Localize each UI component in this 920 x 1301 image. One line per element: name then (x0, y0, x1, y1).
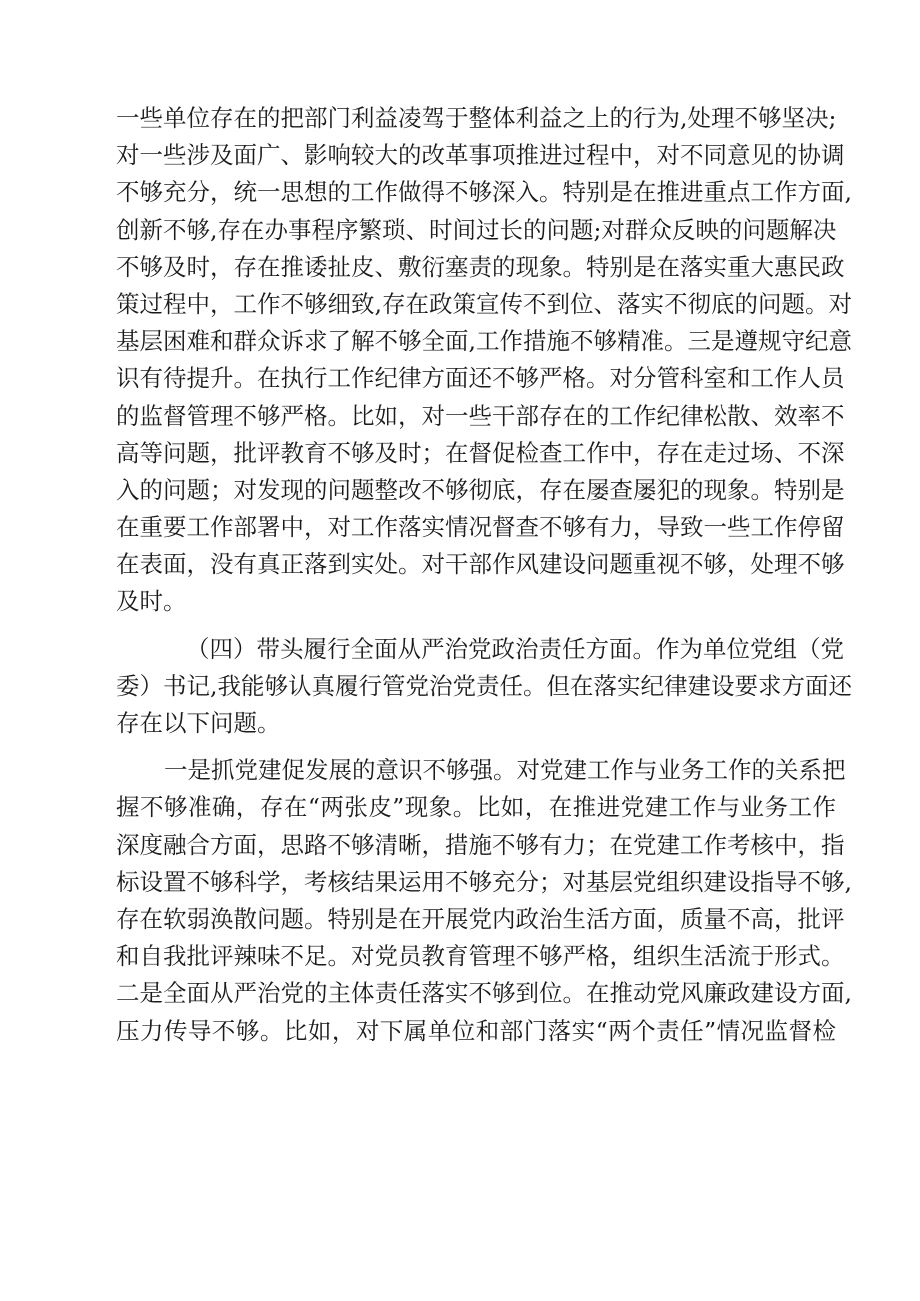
paragraph-continuation (116, 100, 852, 621)
text-line: 和自我批评辣味不足。对党员教育管理不够严格，组织生活流于形式。 (116, 942, 845, 971)
text-line: 及时。 (116, 587, 187, 616)
text-line: 委）书记,我能够认真履行管党治党责任。但在落实纪律建设要求方面还 (116, 671, 852, 700)
text-line: 压力传导不够。比如，对下属单位和部门落实“两个责任”情况监督检 (116, 1016, 836, 1045)
text-line: 在表面，没有真正落到实处。对干部作风建设问题重视不够，处理不够 (116, 550, 845, 579)
document-body (116, 100, 852, 1050)
text-line: 识有待提升。在执行工作纪律方面还不够严格。对分管科室和工作人员 (116, 364, 845, 393)
text-line: 对一些涉及面广、影响较大的改革事项推进过程中，对不同意见的协调 (116, 141, 845, 170)
text-line: 在重要工作部署中，对工作落实情况督查不够有力，导致一些工作停留 (116, 513, 845, 542)
text-line: 创新不够,存在办事程序繁琐、时间过长的问题;对群众反映的问题解决 (116, 215, 837, 244)
text-line: 一些单位存在的把部门利益凌驾于整体利益之上的行为,处理不够坚决; (116, 104, 837, 132)
text-line: 入的问题；对发现的问题整改不够彻底，存在屡查屡犯的现象。特别是 (116, 475, 845, 504)
text-line: 不够及时，存在推诿扯皮、敷衍塞责的现象。特别是在落实重大惠民政 (116, 252, 845, 281)
text-line: 深度融合方面，思路不够清晰，措施不够有力；在党建工作考核中，指 (116, 830, 845, 859)
text-line: 标设置不够科学，考核结果运用不够充分；对基层党组织建设指导不够, (116, 867, 852, 896)
section-four-paragraph (116, 631, 852, 743)
text-line: 存在软弱涣散问题。特别是在开展党内政治生活方面，质量不高，批评 (116, 904, 845, 933)
text-line: 不够充分，统一思想的工作做得不够深入。特别是在推进重点工作方面, (116, 178, 852, 207)
text-line: 的监督管理不够严格。比如，对一些干部存在的工作纪律松散、效率不 (116, 401, 845, 430)
section-heading-line: （四）带头履行全面从严治党政治责任方面。作为单位党组（党 (186, 634, 844, 663)
text-line: 基层困难和群众诉求了解不够全面,工作措施不够精准。三是遵规守纪意 (116, 327, 852, 356)
text-line: 一是抓党建促发展的意识不够强。对党建工作与业务工作的关系把 (164, 756, 846, 785)
text-line: 二是全面从严治党的主体责任落实不够到位。在推动党风廉政建设方面, (116, 979, 852, 1008)
text-line: 策过程中，工作不够细致,存在政策宣传不到位、落实不彻底的问题。对 (116, 289, 852, 318)
text-line: 存在以下问题。 (116, 709, 281, 737)
text-line: 握不够准确，存在“两张皮”现象。比如，在推进党建工作与业务工作 (116, 793, 836, 822)
paragraph-point-one (116, 752, 852, 1050)
text-line: 高等问题，批评教育不够及时；在督促检查工作中，存在走过场、不深 (116, 438, 845, 467)
